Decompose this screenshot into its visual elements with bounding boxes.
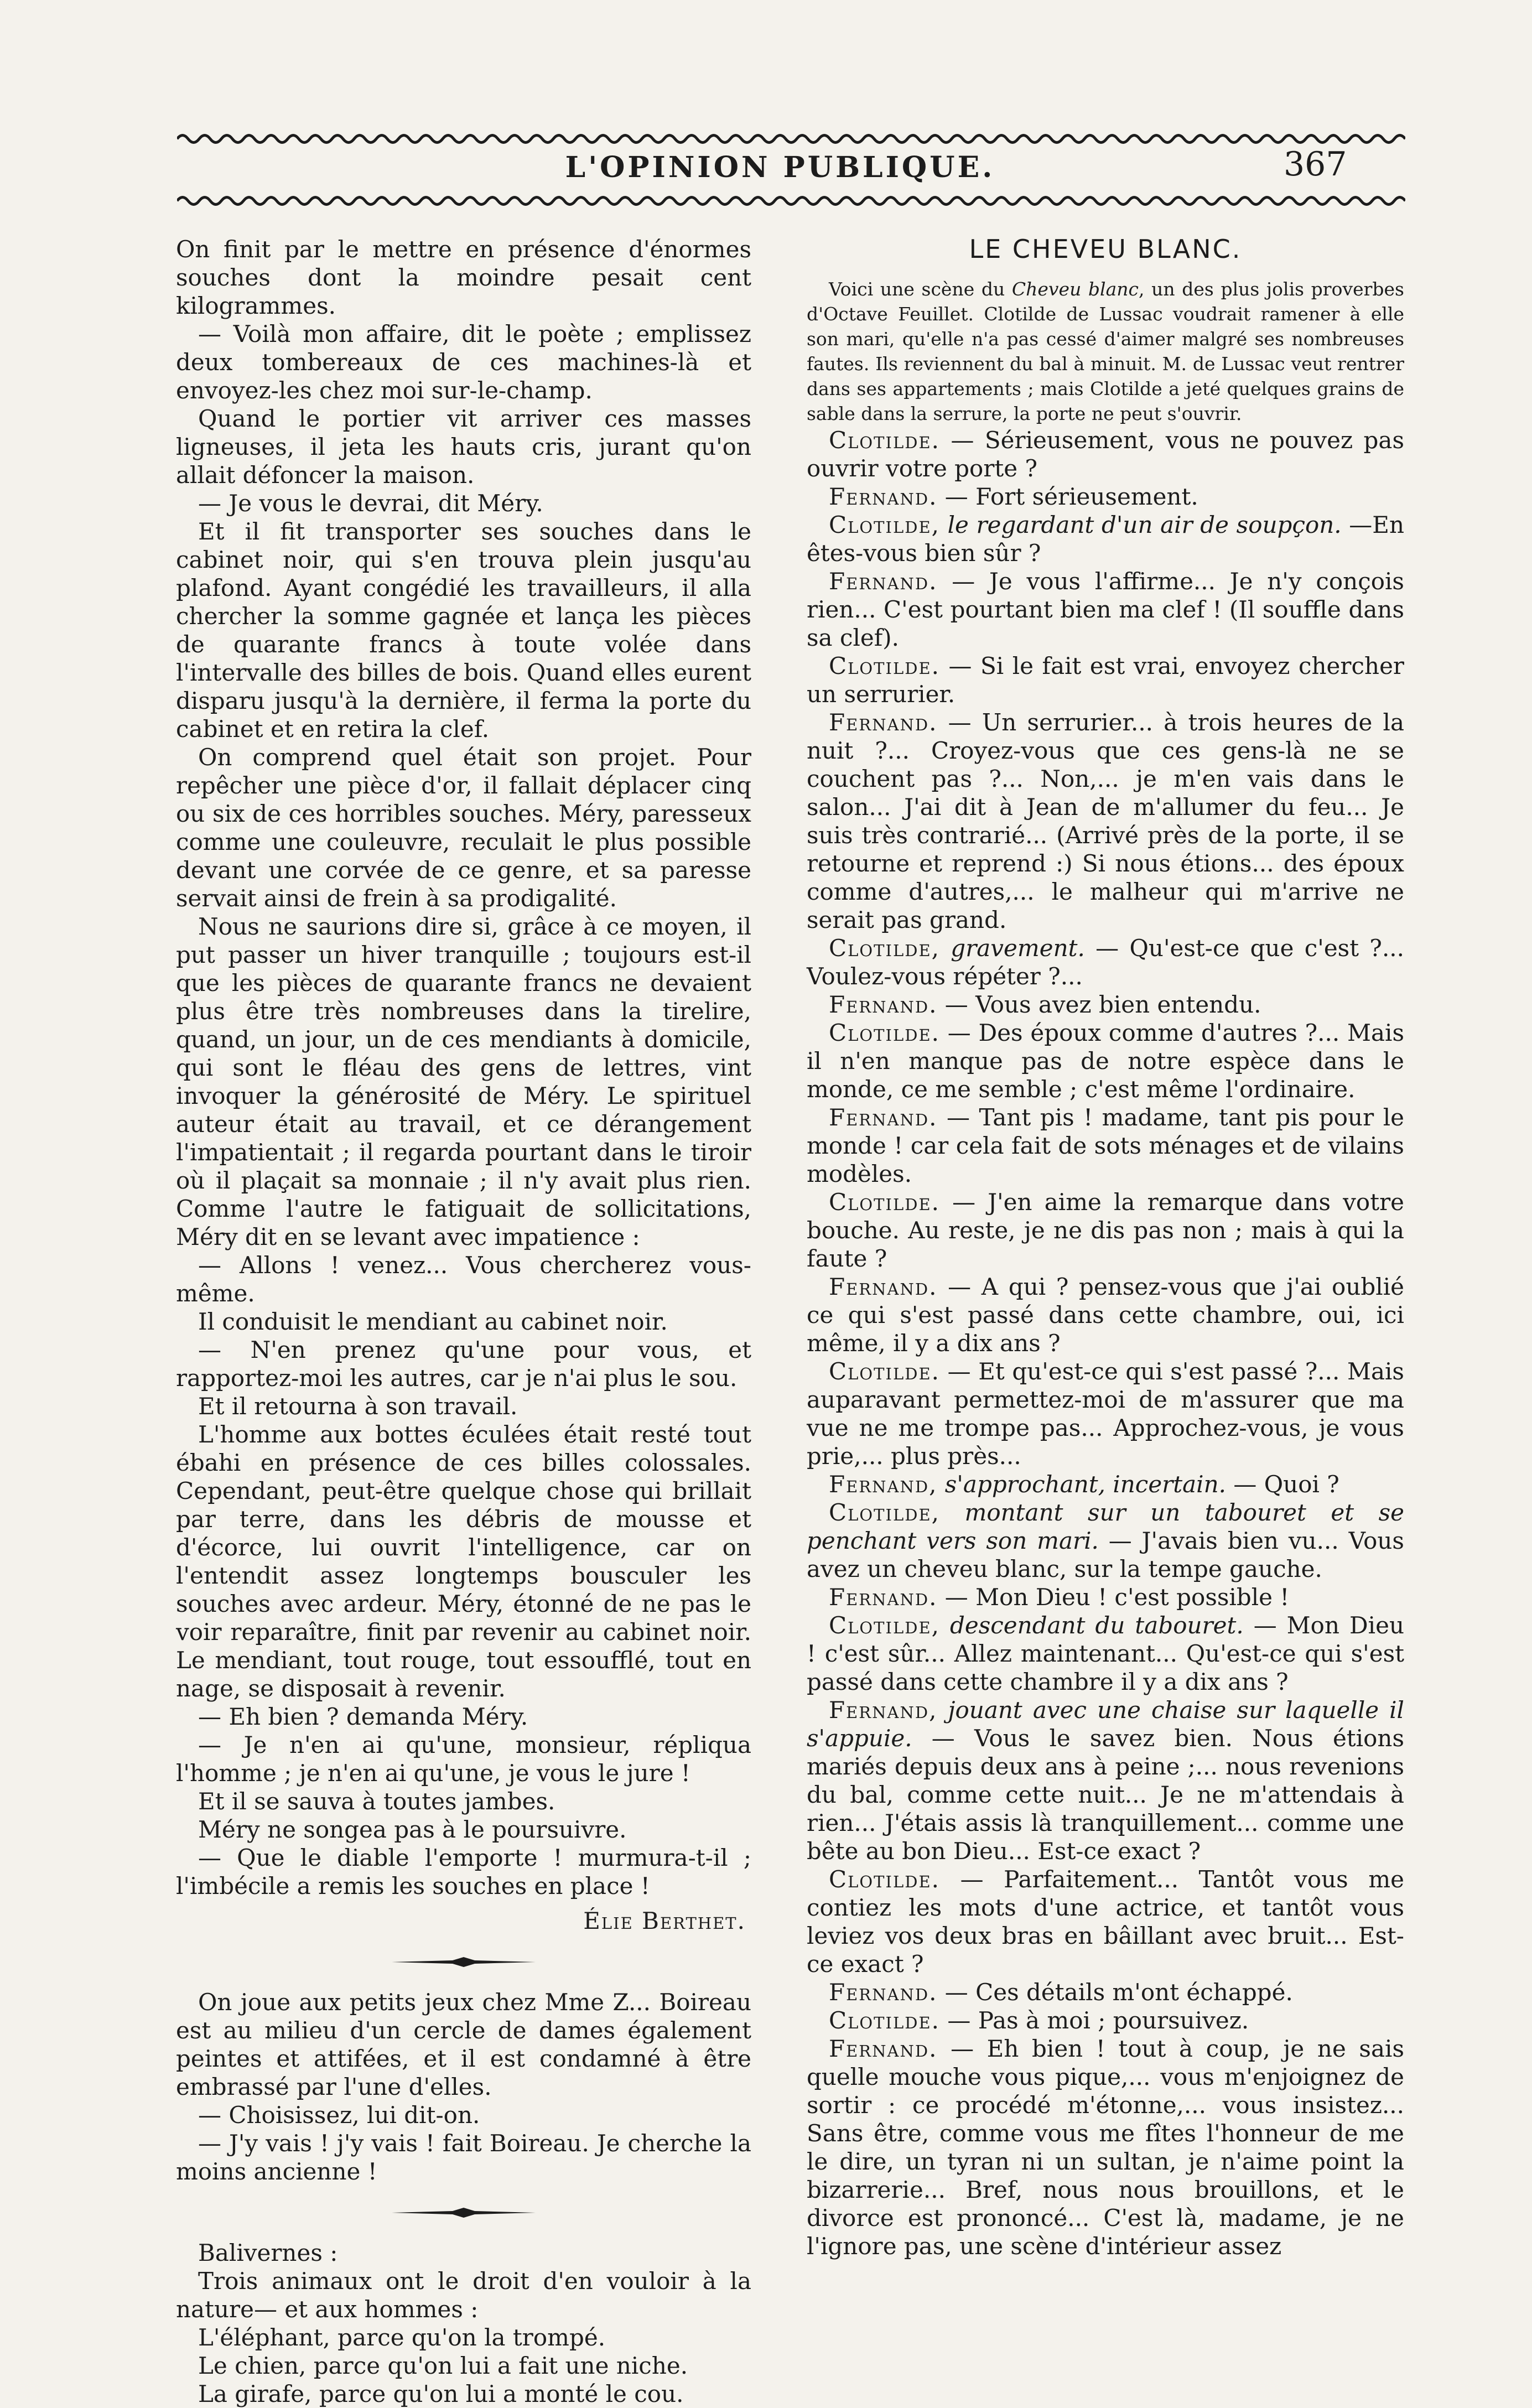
dialogue-line bbox=[807, 990, 1404, 1019]
speaker-name: Fernand. bbox=[829, 2035, 938, 2062]
paragraph: Et il se sauva à toutes jambes. bbox=[198, 1788, 555, 1815]
speaker-name: Clotilde, bbox=[829, 511, 940, 538]
paragraph: Nous ne saurions dire si, grâce à ce moyen, il put passer un hiver tranquille ; toujours est-il que les pièces de quarante francs ne devaient plus être très nombreuses dans la tirelire, quand, un jour, un de ces mendiants à domicile, qui sont le fléau des gens de lettres, vint invoquer la générosité de Méry. Le spirituel auteur était au travail, et ce dérangement l'impatientait ; il regarda pourtant dans le tiroir où il plaçait sa monnaie ; il n'y avait plus rien. Comme l'autre le fatiguait de sollicitations, Méry dit en se levant avec impatience : bbox=[176, 913, 751, 1250]
paragraph: Quand le portier vit arriver ces masses ligneuses, il jeta les hauts cris, jurant qu'on allait défoncer la maison. bbox=[176, 405, 751, 489]
dialogue-line bbox=[807, 426, 1404, 482]
anecdote-paragraph: — J'y vais ! j'y vais ! fait Boireau. Je cherche la moins ancienne ! bbox=[176, 2130, 751, 2185]
speaker-name: Clotilde. bbox=[829, 1189, 940, 1216]
article-intro bbox=[807, 277, 1404, 426]
speaker-name: Fernand. bbox=[829, 568, 938, 595]
spoken-text: — Si le fait est vrai, envoyez chercher un serrurier. bbox=[807, 652, 1404, 708]
spoken-text: — Pas à moi ; poursuivez. bbox=[940, 2007, 1249, 2034]
spoken-text: — J'en aime la remarque dans votre bouche. Au reste, je ne dis pas non ; mais à qui la faute ? bbox=[807, 1189, 1404, 1272]
speaker-name: Fernand. bbox=[829, 1979, 938, 2006]
speaker-name: Clotilde, bbox=[829, 1612, 940, 1639]
speaker-name: Fernand. bbox=[829, 1104, 938, 1131]
section-separator-ornament bbox=[392, 2205, 536, 2220]
anecdote-paragraph: On joue aux petits jeux chez Mme Z... Boireau est au milieu d'un cercle de dames également peintes et attifées, et il est condamné à être embrassé par l'une d'elles. bbox=[176, 1989, 751, 2100]
spoken-text: — Parfaitement... Tantôt vous me contiez les mots d'une actrice, et tantôt vous leviez vos deux bras en bâillant avec bruit... Est-ce exact ? bbox=[807, 1866, 1404, 1978]
page-number: 367 bbox=[1284, 145, 1347, 184]
anecdote-paragraph: — Choisissez, lui dit-on. bbox=[198, 2101, 480, 2129]
spoken-text: — J'avais bien vu... Vous avez un cheveu blanc, sur la tempe gauche. bbox=[807, 1527, 1404, 1582]
speaker-name: Fernand. bbox=[829, 1584, 938, 1611]
intro-italic-title: Cheveu blanc bbox=[1011, 278, 1139, 300]
top-wavy-rule bbox=[177, 132, 1405, 146]
speaker-name: Fernand. bbox=[829, 709, 938, 736]
dialogue-line bbox=[807, 1103, 1404, 1188]
dialogue bbox=[807, 426, 1404, 2260]
paragraph: — Eh bien ? demanda Méry. bbox=[198, 1703, 528, 1730]
speaker-name: Clotilde. bbox=[829, 652, 940, 679]
balivernes-line: Le chien, parce qu'on lui a fait une niche. bbox=[198, 2352, 688, 2379]
balivernes-line: La girafe, parce qu'on lui a monté le cou. bbox=[198, 2380, 684, 2407]
intro-text: Voici une scène du bbox=[829, 278, 1012, 300]
spoken-text: — Et qu'est-ce qui s'est passé ?... Mais auparavant permettez-moi de m'assurer que ma vue ne me trompe pas... Approchez-vous, je vous prie,... plus près... bbox=[807, 1358, 1404, 1470]
dialogue-line bbox=[807, 1498, 1404, 1583]
right-column bbox=[807, 235, 1404, 2260]
stage-direction: montant sur un tabouret et se penchant vers son mari. bbox=[807, 1499, 1404, 1554]
intro-text: , un des plus jolis proverbes d'Octave Feuillet. Clotilde de Lussac voudrait ramener à elle son mari, qu'elle n'a pas cessé d'aimer malgré ses nombreuses fautes. Ils reviennent du bal à minuit. M. de Lussac veut rentrer dans ses appartements ; mais Clotilde a jeté quelques grains de sable dans la serrure, la porte ne peut s'ouvrir. bbox=[807, 278, 1404, 424]
balivernes-line: Trois animaux ont le droit d'en vouloir à la nature— et aux hommes : bbox=[176, 2267, 751, 2323]
stage-direction: le regardant d'un air de soupçon. bbox=[940, 511, 1342, 538]
spoken-text: — Eh bien ! tout à coup, je ne sais quelle mouche vous pique,... vous m'enjoignez de sortir : ce procédé m'étonne,... vous insistez... Sans être, comme vous me fîtes l'honneur de me le dire, un tyran ni un sultan, je n'aime point la bizarrerie... Bref, nous nous brouillons, et le divorce est prononcé... C'est là, madame, je ne l'ignore pas, une scène d'intérieur assez bbox=[807, 2035, 1404, 2260]
spoken-text: — Ces détails m'ont échappé. bbox=[937, 1979, 1293, 2006]
dialogue-line bbox=[807, 511, 1404, 567]
speaker-name: Clotilde, bbox=[829, 1499, 940, 1526]
paragraph: — Je n'en ai qu'une, monsieur, répliqua l'homme ; je n'en ai qu'une, je vous le jure ! bbox=[176, 1731, 751, 1787]
spoken-text: — Des époux comme d'autres ?... Mais il n'en manque pas de notre espèce dans le monde, ce me semble ; c'est même l'ordinaire. bbox=[807, 1019, 1404, 1103]
dialogue-line bbox=[807, 2035, 1404, 2260]
speaker-name: Clotilde. bbox=[829, 1019, 940, 1046]
speaker-name: Fernand, bbox=[829, 1471, 938, 1498]
article-title: LE CHEVEU BLANC. bbox=[969, 234, 1242, 264]
dialogue-line bbox=[807, 934, 1404, 990]
bottom-wavy-rule bbox=[177, 194, 1405, 208]
spoken-text: — Qu'est-ce que c'est ?... Voulez-vous répéter ?... bbox=[807, 935, 1404, 990]
spoken-text: — Mon Dieu ! c'est possible ! bbox=[937, 1584, 1290, 1611]
signature-text: Élie Berthet. bbox=[583, 1907, 746, 1934]
paragraph: Méry ne songea pas à le poursuivre. bbox=[198, 1816, 627, 1843]
spoken-text: — A qui ? pensez-vous que j'ai oublié ce qui s'est passé dans cette chambre, oui, ici même, il y a dix ans ? bbox=[807, 1273, 1404, 1357]
paragraph: On comprend quel était son projet. Pour repêcher une pièce d'or, il fallait déplacer cinq ou six de ces horribles souches. Méry, paresseux comme une couleuvre, reculait le plus possible devant une corvée de ce genre, et sa paresse servait ainsi de frein à sa prodigalité. bbox=[176, 744, 751, 912]
paragraph: L'homme aux bottes éculées était resté tout ébahi en présence de ces billes colossales. Cependant, peut-être quelque chose qui brillait par terre, dans les débris de mousse et d'écorce, lui ouvrit l'intelligence, car on l'entendit assez longtemps bousculer les souches avec ardeur. Méry, étonné de ne pas le voir reparaître, finit par revenir au cabinet noir. Le mendiant, tout rouge, tout essoufflé, tout en nage, se disposait à revenir. bbox=[176, 1421, 751, 1702]
stage-direction: descendant du tabouret. bbox=[940, 1612, 1244, 1639]
dialogue-line bbox=[807, 1357, 1404, 1470]
author-signature bbox=[176, 1907, 751, 1935]
dialogue-line bbox=[807, 1978, 1404, 2006]
stage-direction: s'approchant, incertain. bbox=[937, 1471, 1227, 1498]
dialogue-line bbox=[807, 1019, 1404, 1103]
paragraph: — Je vous le devrai, dit Méry. bbox=[198, 490, 543, 517]
dialogue-line bbox=[807, 1188, 1404, 1273]
spoken-text: — Vous le savez bien. Nous étions mariés depuis deux ans à peine ;... nous revenions du bal, comme cette nuit... Je ne m'attendais à rien... J'étais assis là tranquillement... comme une bête au bon Dieu... Est-ce exact ? bbox=[807, 1725, 1404, 1865]
stage-direction: gravement. bbox=[940, 935, 1085, 962]
dialogue-line bbox=[807, 1696, 1404, 1865]
speaker-name: Fernand. bbox=[829, 483, 938, 510]
stage-direction: jouant avec une chaise sur laquelle il s'appuie. bbox=[807, 1696, 1404, 1752]
dialogue-line bbox=[807, 2006, 1404, 2035]
spoken-text: — Je vous l'affirme... Je n'y conçois rien... C'est pourtant bien ma clef ! (Il souffle dans sa clef). bbox=[807, 568, 1404, 651]
dialogue-line bbox=[807, 1583, 1404, 1611]
paragraph: — N'en prenez qu'une pour vous, et rapportez-moi les autres, car je n'ai plus le sou. bbox=[176, 1336, 751, 1392]
dialogue-line bbox=[807, 1865, 1404, 1978]
spoken-text: — Sérieusement, vous ne pouvez pas ouvrir votre porte ? bbox=[807, 427, 1404, 482]
paragraph: Et il retourna à son travail. bbox=[198, 1393, 518, 1420]
left-column bbox=[176, 235, 751, 2408]
dialogue-line bbox=[807, 652, 1404, 708]
dialogue-line bbox=[807, 1470, 1404, 1498]
dialogue-line bbox=[807, 1273, 1404, 1357]
running-title: L'OPINION PUBLIQUE. bbox=[565, 150, 995, 184]
dialogue-line bbox=[807, 708, 1404, 934]
speaker-name: Clotilde. bbox=[829, 1866, 940, 1893]
paragraph: On finit par le mettre en présence d'énormes souches dont la moindre pesait cent kilogrammes. bbox=[176, 236, 751, 319]
spoken-text: — Un serrurier... à trois heures de la nuit ?... Croyez-vous que ces gens-là ne se couchent pas ?... Non,... je m'en vais dans le salon... J'ai dit à Jean de m'allumer du feu... Je suis très contrarié... (Arrivé près de la porte, il se retourne et reprend :) Si nous étions... des époux comme d'autres,... le malheur qui m'arrive ne serait pas grand. bbox=[807, 709, 1404, 933]
paragraph: Et il fit transporter ses souches dans le cabinet noir, qui s'en trouva plein jusqu'au plafond. Ayant congédié les travailleurs, il alla chercher la somme gagnée et lança les pièces de quarante francs à toute volée dans l'intervalle des billes de bois. Quand elles eurent disparu jusqu'à la dernière, il ferma la porte du cabinet et en retira la clef. bbox=[176, 518, 751, 743]
paragraph: — Allons ! venez... Vous chercherez vous-même. bbox=[176, 1252, 751, 1307]
dialogue-line bbox=[807, 567, 1404, 652]
spoken-text: — Vous avez bien entendu. bbox=[937, 991, 1261, 1018]
speaker-name: Clotilde. bbox=[829, 1358, 940, 1385]
speaker-name: Fernand. bbox=[829, 991, 938, 1018]
spoken-text: — Tant pis ! madame, tant pis pour le monde ! car cela fait de sots ménages et de vilains modèles. bbox=[807, 1104, 1404, 1187]
paragraph: Il conduisit le mendiant au cabinet noir. bbox=[198, 1308, 668, 1335]
section-separator-ornament bbox=[392, 1955, 536, 1969]
spoken-text: — Mon Dieu ! c'est sûr... Allez maintenant... Qu'est-ce qui s'est passé dans cette chambre il y a dix ans ? bbox=[807, 1612, 1404, 1695]
dialogue-line bbox=[807, 1611, 1404, 1696]
speaker-name: Clotilde. bbox=[829, 427, 940, 454]
spoken-text: — Quoi ? bbox=[1226, 1471, 1339, 1498]
dialogue-line bbox=[807, 482, 1404, 511]
balivernes-line: L'éléphant, parce qu'on la trompé. bbox=[198, 2324, 606, 2351]
spoken-text: —En êtes-vous bien sûr ? bbox=[807, 511, 1404, 567]
speaker-name: Fernand. bbox=[829, 1273, 938, 1300]
balivernes-line: Balivernes : bbox=[198, 2239, 338, 2266]
paragraph: — Que le diable l'emporte ! murmura-t-il ; l'imbécile a remis les souches en place ! bbox=[176, 1844, 751, 1900]
spoken-text: — Fort sérieusement. bbox=[937, 483, 1198, 510]
speaker-name: Clotilde. bbox=[829, 2007, 940, 2034]
speaker-name: Fernand, bbox=[829, 1696, 938, 1724]
paragraph: — Voilà mon affaire, dit le poète ; emplissez deux tombereaux de ces machines-là et envoyez-les chez moi sur-le-champ. bbox=[176, 320, 751, 404]
speaker-name: Clotilde, bbox=[829, 935, 940, 962]
